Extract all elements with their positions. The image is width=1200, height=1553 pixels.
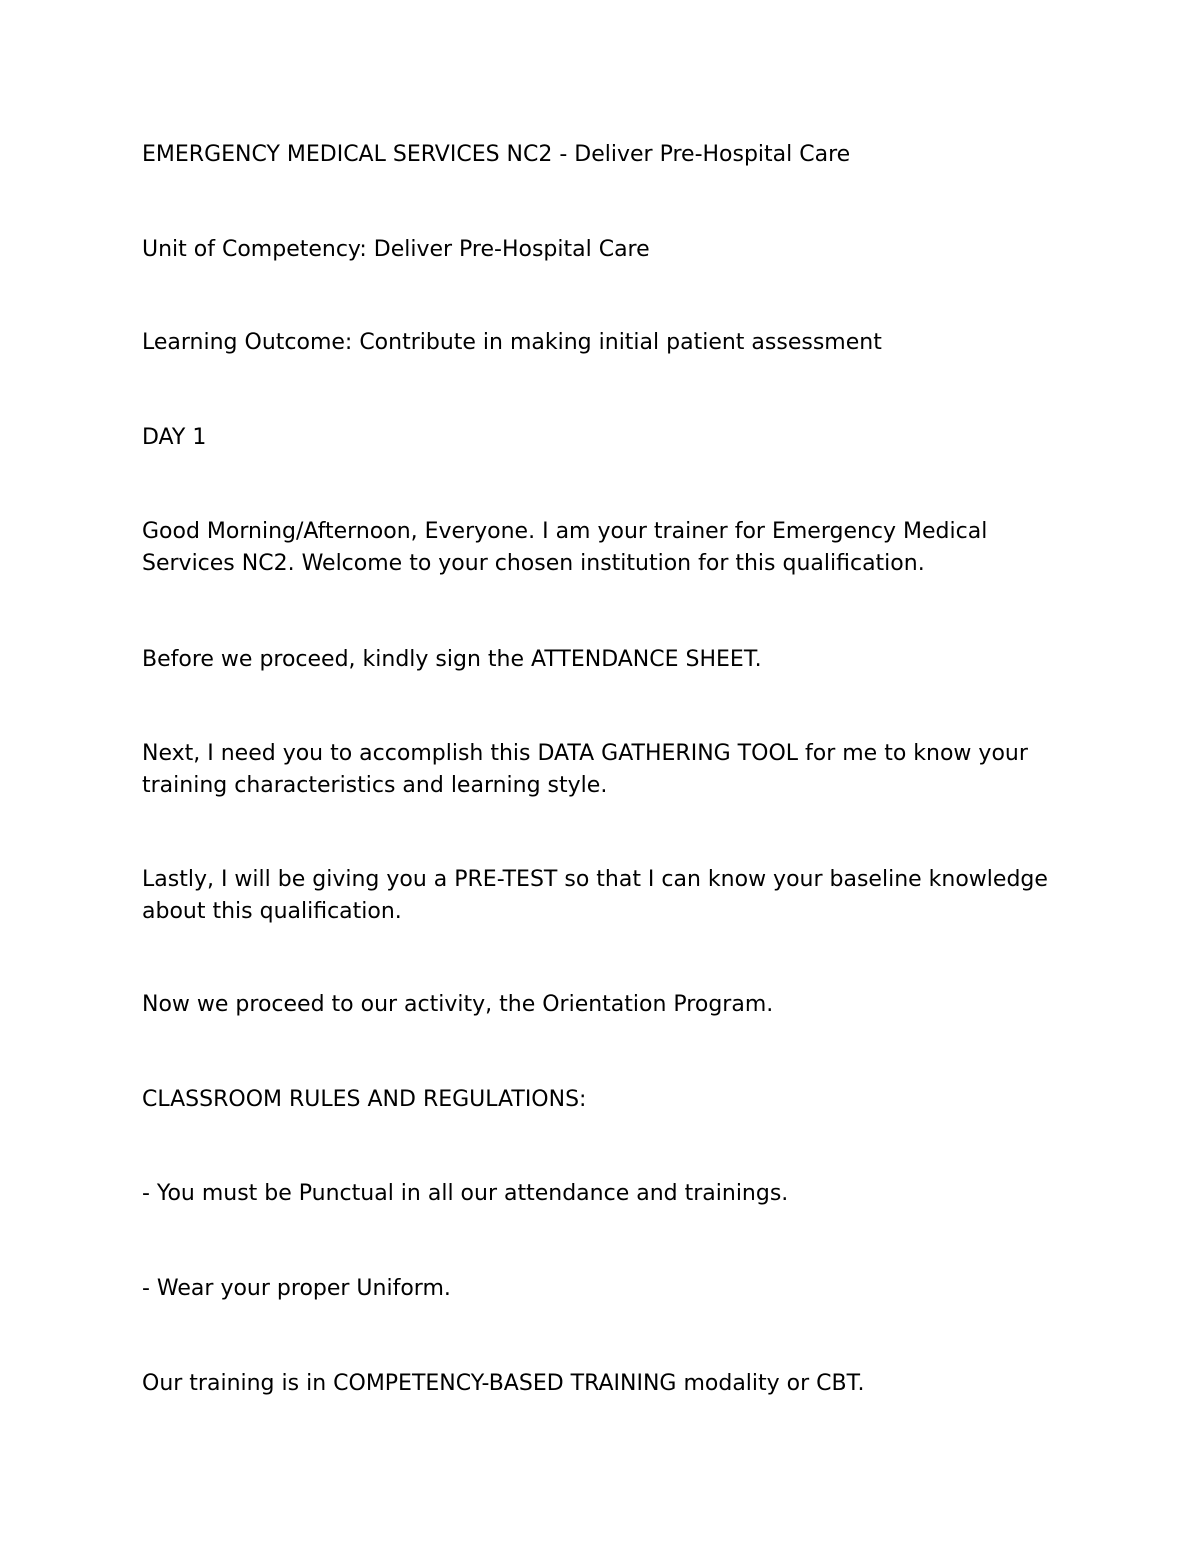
document-title: EMERGENCY MEDICAL SERVICES NC2 - Deliver Pre-Hospital Care [142,142,851,167]
rule-item: - You must be Punctual in all our attendance and trainings. [142,1181,789,1206]
cbt-paragraph: Our training is in COMPETENCY-BASED TRAINING modality or CBT. [142,1371,865,1396]
orientation-paragraph: Now we proceed to our activity, the Orientation Program. [142,992,774,1017]
attendance-paragraph: Before we proceed, kindly sign the ATTENDANCE SHEET. [142,647,762,672]
rule-item: - Wear your proper Uniform. [142,1276,451,1301]
learning-outcome: Learning Outcome: Contribute in making initial patient assessment [142,330,882,355]
pretest-paragraph: Lastly, I will be giving you a PRE-TEST so that I can know your baseline knowledge about this qualification. [142,867,1048,924]
rules-heading: CLASSROOM RULES AND REGULATIONS: [142,1087,587,1112]
data-gathering-paragraph: Next, I need you to accomplish this DATA GATHERING TOOL for me to know your training characteristics and learning style. [142,741,1028,798]
day-label: DAY 1 [142,425,207,450]
greeting-paragraph: Good Morning/Afternoon, Everyone. I am your trainer for Emergency Medical Services NC2. Welcome to your chosen institution for this qualification. [142,519,988,576]
unit-of-competency: Unit of Competency: Deliver Pre-Hospital Care [142,237,650,262]
